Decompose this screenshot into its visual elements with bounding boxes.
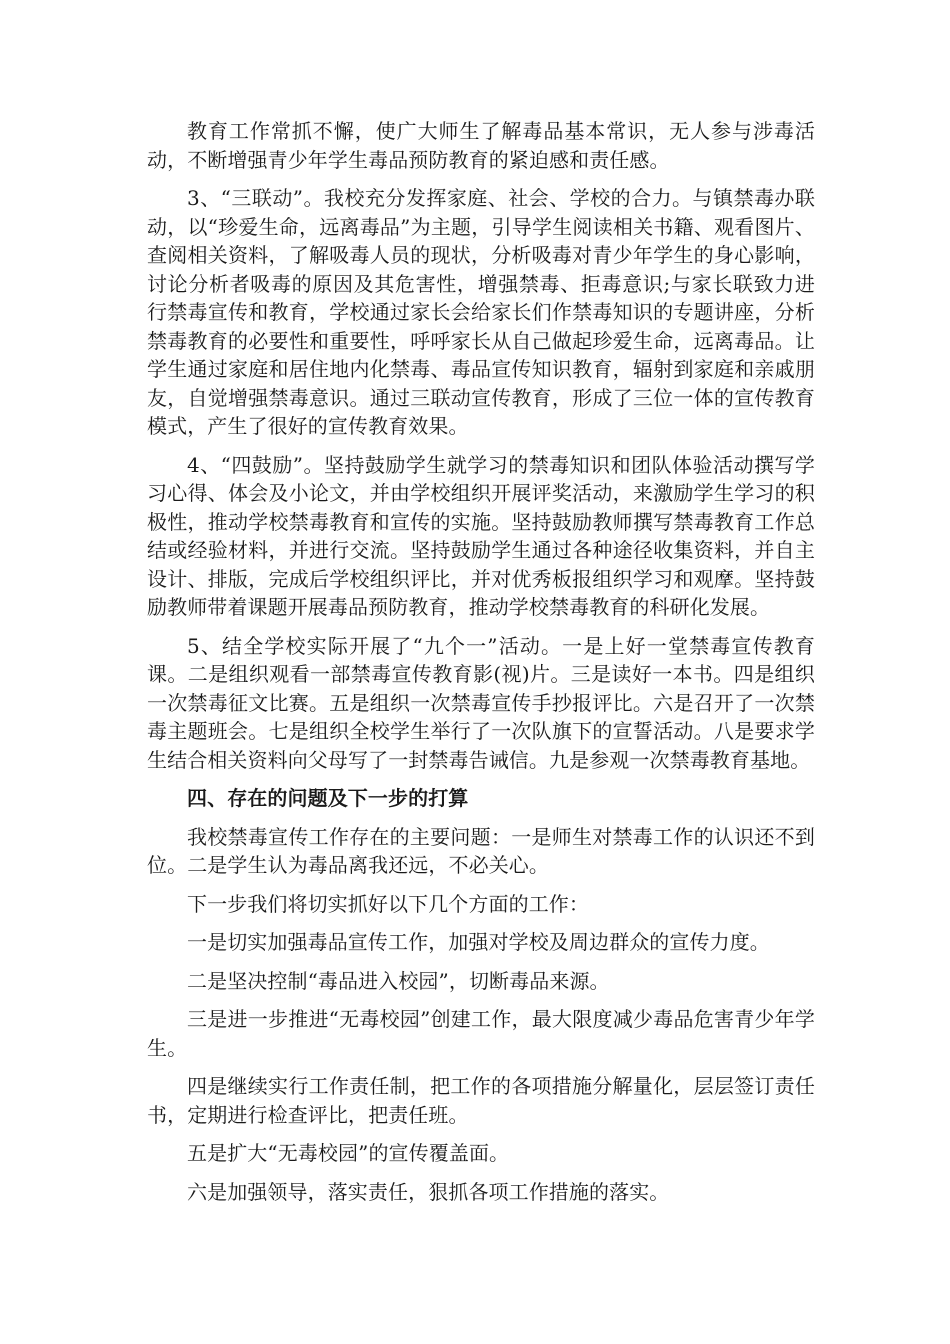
paragraph-step-four: 四是继续实行工作责任制，把工作的各项措施分解量化，层层签订责任书，定期进行检查评比，把责任班。 — [147, 1074, 815, 1127]
paragraph-continuation: 教育工作常抓不懈，使广大师生了解毒品基本常识，无人参与涉毒活动，不断增强青少年学生毒品预防教育的紧迫感和责任感。 — [147, 119, 815, 172]
paragraph-step-one: 一是切实加强毒品宣传工作，加强对学校及周边群众的宣传力度。 — [187, 930, 770, 954]
paragraph-nine-ones: 5、结全学校实际开展了“九个一”活动。一是上好一堂禁毒宣传教育课。二是组织观看一部禁毒宣传教育影(视)片。三是读好一本书。四是组织一次禁毒征文比赛。五是组织一次禁毒宣传手抄报评比。六是召开了一次禁毒主题班会。七是组织全校学生举行了一次队旗下的宣誓活动。八是要求学生结合相关资料向父母写了一封禁毒告诫信。九是参观一次禁毒教育基地。 — [147, 633, 815, 772]
paragraph-step-two: 二是坚决控制“毒品进入校园”，切断毒品来源。 — [187, 968, 610, 993]
paragraph-main-problems: 我校禁毒宣传工作存在的主要问题：一是师生对禁毒工作的认识还不到位。二是学生认为毒品离我还远，不必关心。 — [147, 824, 815, 877]
document-page — [147, 117, 815, 1216]
paragraph-step-six: 六是加强领导，落实责任，狠抓各项工作措施的落实。 — [187, 1179, 670, 1204]
section-heading: 四、存在的问题及下一步的打算 — [187, 786, 469, 810]
paragraph-four-encouragements: 4、“四鼓励”。坚持鼓励学生就学习的禁毒知识和团队体验活动撰写学习心得、体会及小论文，并由学校组织开展评奖活动，来激励学生学习的积极性，推动学校禁毒教育和宣传的实施。坚持鼓励教师撰写禁毒教育工作总结或经验材料，并进行交流。坚持鼓励学生通过各种途径收集资料，并自主设计、排版，完成后学校组织评比，并对优秀板报组织学习和观摩。坚持鼓励教师带着课题开展毒品预防教育，推动学校禁毒教育的科研化发展。 — [147, 452, 815, 619]
paragraph-step-three: 三是进一步推进“无毒校园”创建工作，最大限度减少毒品危害青少年学生。 — [147, 1007, 815, 1060]
paragraph-three-linkages: 3、“三联动”。我校充分发挥家庭、社会、学校的合力。与镇禁毒办联动，以“珍爱生命，远离毒品”为主题，引导学生阅读相关书籍、观看图片、查阅相关资料，了解吸毒人员的现状，分析吸毒对青少年学生的身心影响，讨论分析者吸毒的原因及其危害性，增强禁毒、拒毒意识;与家长联致力进行禁毒宣传和教育，学校通过家长会给家长们作禁毒知识的专题讲座，分析禁毒教育的必要性和重要性，呼呼家长从自己做起珍爱生命，远离毒品。让学生通过家庭和居住地内化禁毒、毒品宣传知识教育，辐射到家庭和亲戚朋友，自觉增强禁毒意识。通过三联动宣传教育，形成了三位一体的宣传教育模式，产生了很好的宣传教育效果。 — [147, 186, 815, 438]
paragraph-next-steps-intro: 下一步我们将切实抓好以下几个方面的工作： — [187, 891, 589, 916]
paragraph-step-five: 五是扩大“无毒校园”的宣传覆盖面。 — [187, 1141, 510, 1165]
